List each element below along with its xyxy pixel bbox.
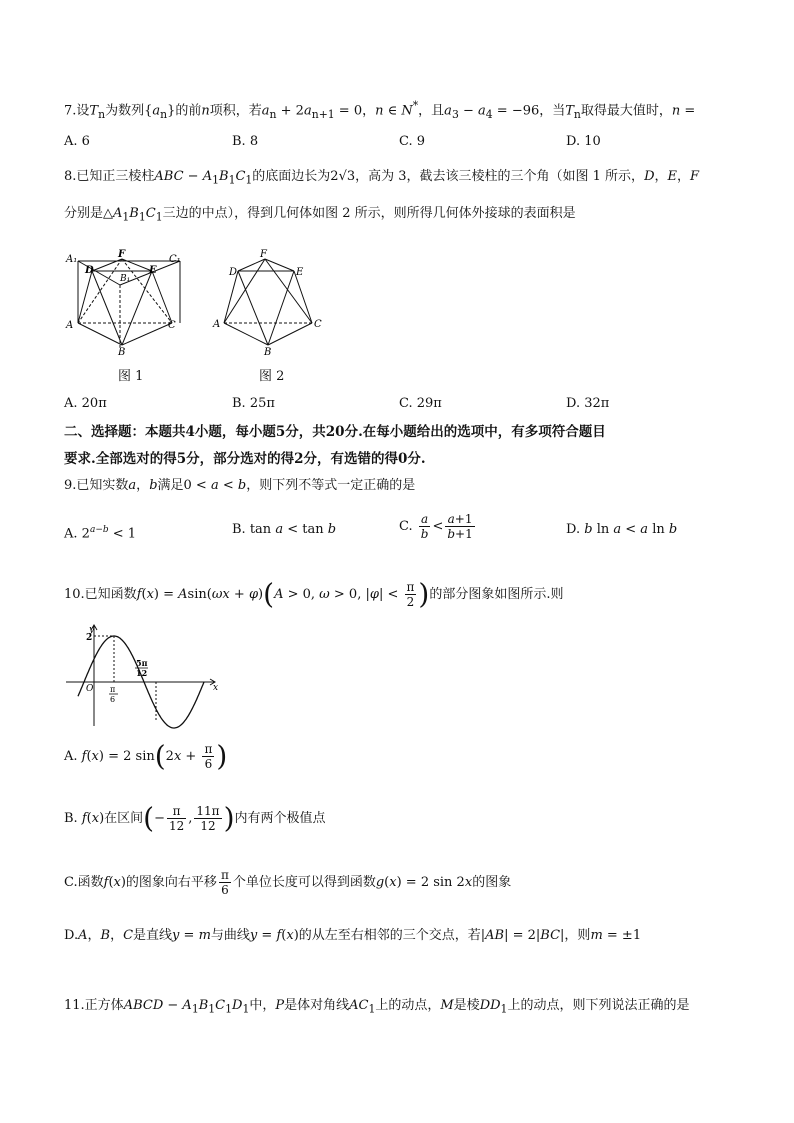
q10-tick-5pi: 5π	[136, 658, 148, 668]
q10-option-d: D.A，B，C是直线y = m与曲线y = f(x)的从左至右相邻的三个交点，若|AB| = 2|BC|，则m = ±1	[64, 928, 642, 943]
fig2-label-d: D	[229, 267, 238, 278]
q7-option-d: D. 10	[566, 134, 601, 149]
q10-option-b: B. f(x)在区间(− $\frac{\pi}{12}$ , $\frac{11\pi}{12}$ )内有两个极值点	[64, 801, 326, 835]
fig1-label-a1: A₁	[66, 254, 78, 265]
q7-stem: 7.设$T_n$为数列$\{a_n\}$的前n项积，若$a_n + 2a_{n+1} = 0$，n ∈ N*，且$a_3 - a_4 = -96$，当$T_n$取得最大值时，n =	[64, 99, 696, 121]
q7-option-a: A. 6	[64, 134, 90, 149]
q10-tick-12: 12	[136, 668, 148, 678]
q8-stem-line2: 分别是$\triangle A_1B_1C_1$三边的中点），得到几何体如图 2 所示，则所得几何体外接球的表面积是	[64, 206, 576, 224]
q8-fig1-caption: 图 1	[118, 369, 144, 384]
fig2-label-e: E	[296, 267, 304, 278]
fig2-label-a: A	[213, 319, 221, 330]
q7-option-b: B. 8	[232, 134, 259, 149]
section2-heading-line2: 要求.全部选对的得5分，部分选对的得2分，有选错的得0分.	[64, 451, 426, 467]
q9-option-c: C. $\frac{a}{b}$ < $\frac{a+1}{b+1}$	[399, 512, 473, 541]
q8-fig2-caption: 图 2	[259, 369, 285, 384]
q10-option-a: A. f(x) = 2 sin(2x + $\frac{\pi}{6}$ )	[64, 739, 228, 773]
fig1-label-b1: B₁	[120, 274, 131, 284]
q7-option-c: C. 9	[399, 134, 426, 149]
section2-heading-line1: 二、选择题：本题共4小题，每小题5分，共20分.在每小题给出的选项中，有多项符合题目	[64, 424, 606, 440]
fig1-label-f: F	[118, 249, 126, 260]
q8-figure-1	[62, 247, 192, 357]
fig2-label-c: C	[314, 319, 322, 330]
fig1-label-a: A	[66, 320, 74, 331]
fig1-label-e: E	[149, 265, 157, 276]
q10-stem: 10.已知函数f(x) = Asin(ωx + φ)(A > 0, ω > 0, |φ| < $\frac{\pi}{2}$ )的部分图象如图所示.则	[64, 577, 564, 611]
q8-option-b: B. 25π	[232, 396, 275, 411]
fig1-label-c1: C₁	[169, 254, 181, 265]
q9-option-a: A. $2^{a-b} < 1$	[64, 525, 137, 542]
q10-x-label: x	[213, 683, 219, 693]
q10-tick-six: 6	[110, 695, 116, 704]
q8-option-c: C. 29π	[399, 396, 442, 411]
q9-option-b: B. tan a < tan b	[232, 522, 337, 537]
q10-option-c: C.函数f(x)的图象向右平移 $\frac{\pi}{6}$ 个单位长度可以得到函数g(x) = 2 sin 2x的图象	[64, 868, 512, 897]
q10-y-tick-2: 2	[86, 633, 93, 643]
q10-tick-pi: π	[110, 685, 116, 694]
q10-origin-label: O	[86, 684, 94, 694]
q8-stem-line1: 8.已知正三棱柱ABC − $A_1B_1C_1$的底面边长为2√3，高为 3，截去该三棱柱的三个角（如图 1 所示，D，E，F	[64, 169, 700, 187]
q9-option-d: D. b ln a < a ln b	[566, 522, 678, 537]
q11-stem: 11.正方体ABCD − $A_1B_1C_1D_1$中，P是体对角线$AC_1$上的动点，M是棱$DD_1$上的动点，则下列说法正确的是	[64, 998, 690, 1016]
fig1-label-b: B	[118, 347, 126, 357]
fig1-label-c: C	[168, 320, 176, 331]
q9-stem: 9.已知实数a，b满足0 < a < b，则下列不等式一定正确的是	[64, 478, 416, 493]
fig2-label-f: F	[260, 249, 267, 260]
q8-option-a: A. 20π	[64, 396, 107, 411]
q8-option-d: D. 32π	[566, 396, 610, 411]
q10-graph	[62, 622, 222, 732]
q10-y-label: y	[89, 625, 95, 635]
q8-figure-2	[210, 247, 330, 357]
fig1-label-d: D	[85, 265, 94, 276]
fig2-label-b: B	[264, 347, 272, 357]
